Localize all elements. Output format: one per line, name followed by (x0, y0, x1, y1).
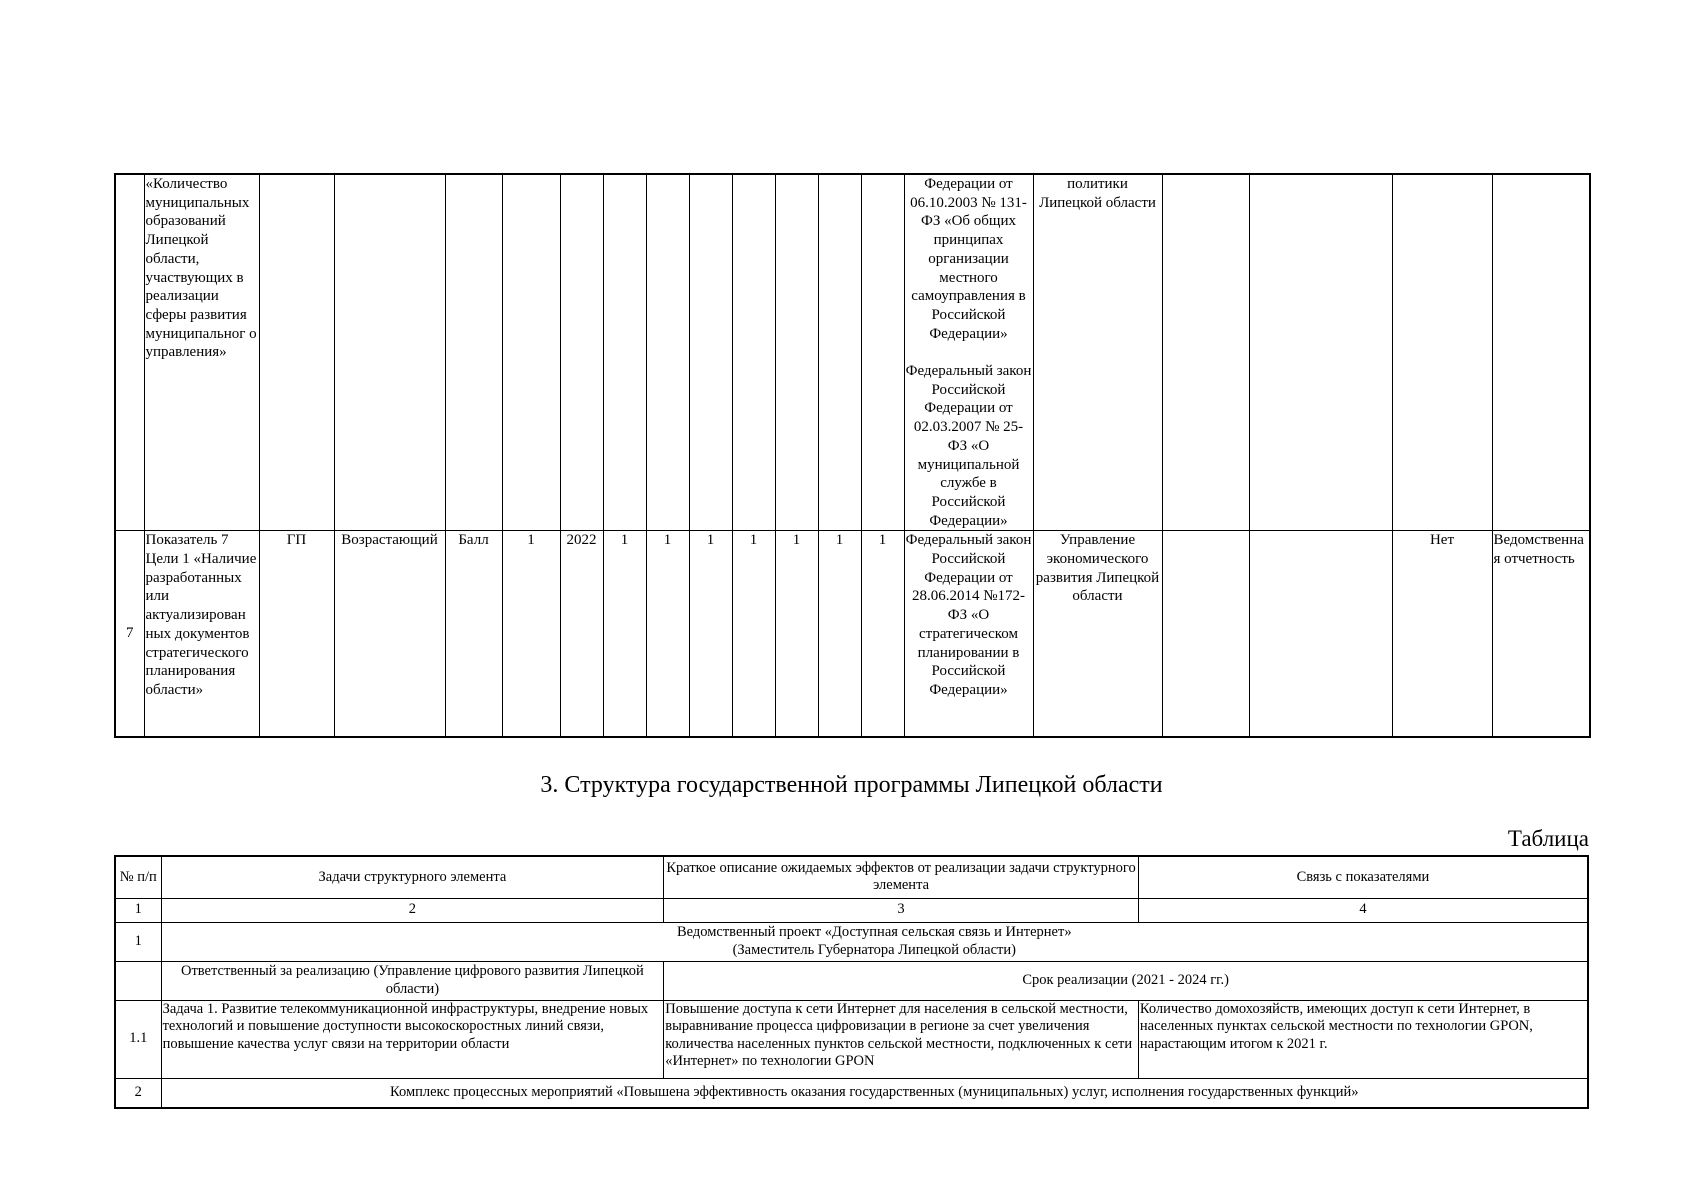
indicator-unit: Балл (445, 531, 502, 737)
year-value: 1 (775, 531, 818, 737)
table-row (115, 1078, 1588, 1108)
table-row (115, 531, 1590, 737)
indicator-level: ГП (259, 531, 334, 737)
indicators-table (114, 173, 1591, 738)
row-number: 1.1 (115, 1000, 161, 1078)
gis-flag: Нет (1392, 531, 1492, 737)
legal-basis: Федеральный закон Российской Федерации от 28.06.2014 №172-ФЗ «О стратегическом планировании в Российской Федерации» (904, 531, 1033, 737)
table-caption: Таблица (1507, 826, 1589, 851)
indicator-name: Показатель 7 Цели 1 «Наличие разработанных или актуализирован ных документов стратегического планирования области» (144, 531, 259, 737)
table-row (115, 174, 1590, 531)
col-number: 1 (115, 898, 161, 922)
row-number: 2 (115, 1078, 161, 1108)
effect-text: Повышение доступа к сети Интернет для населения в сельской местности, выравнивание процесса цифровизации в регионе за счет увеличения количества населенных пунктов сельской местности, подключенных к сети «Интернет» по технологии GPON (664, 1000, 1139, 1078)
base-year: 2022 (560, 531, 603, 737)
project-title: Ведомственный проект «Доступная сельская связь и Интернет» (Заместитель Губернатора Липецкой области) (161, 922, 1588, 961)
year-value: 1 (646, 531, 689, 737)
structure-table (114, 855, 1589, 1109)
row-number: 1 (115, 922, 161, 961)
header-tasks: Задачи структурного элемента (161, 856, 664, 898)
indicator-link: Количество домохозяйств, имеющих доступ к сети Интернет, в населенных пунктах сельской местности по технологии GPON, нарастающим итогом к 2021 г. (1138, 1000, 1588, 1078)
task-text: Задача 1. Развитие телекоммуникационной инфраструктуры, внедрение новых технологий и повышение доступности высокоскоростных линий связи, повышение качества услуг связи на территории области (161, 1000, 664, 1078)
year-value: 1 (818, 531, 861, 737)
row-number: 7 (115, 531, 144, 737)
complex-title: Комплекс процессных мероприятий «Повышена эффективность оказания государственных (муниципальных) услуг, исполнения государственных функций» (161, 1078, 1588, 1108)
column-numbers-row (115, 898, 1588, 922)
responsible-body: Управление экономического развития Липецкой области (1033, 531, 1162, 737)
header-row (115, 856, 1588, 898)
data-source: Ведомственная отчетность (1492, 531, 1590, 737)
table-row (115, 922, 1588, 961)
year-value: 1 (603, 531, 646, 737)
col-number: 4 (1138, 898, 1588, 922)
period-cell: Срок реализации (2021 - 2024 гг.) (664, 961, 1588, 1000)
col-number: 3 (664, 898, 1139, 922)
table-row (115, 1000, 1588, 1078)
responsible-cell: Ответственный за реализацию (Управление цифрового развития Липецкой области) (161, 961, 664, 1000)
indicator-name: «Количество муниципальных образований Липецкой области, участвующих в реализации сферы развития муниципальног о управления» (144, 174, 259, 531)
table-row (115, 961, 1588, 1000)
legal-basis: Федерации от 06.10.2003 № 131-ФЗ «Об общих принципах организации местного самоуправления в Российской Федерации» Федеральный закон Российской Федерации от 02.03.2007 № 25-ФЗ «О муниципальной службе в Российской Федерации» (904, 174, 1033, 531)
header-indicators: Связь с показателями (1138, 856, 1588, 898)
year-value: 1 (689, 531, 732, 737)
responsible-body: политики Липецкой области (1033, 174, 1162, 531)
base-value: 1 (502, 531, 560, 737)
header-num: № п/п (115, 856, 161, 898)
indicator-trend: Возрастающий (334, 531, 445, 737)
year-value: 1 (861, 531, 904, 737)
year-value: 1 (732, 531, 775, 737)
col-number: 2 (161, 898, 664, 922)
header-effects: Краткое описание ожидаемых эффектов от реализации задачи структурного элемента (664, 856, 1139, 898)
section-heading: 3. Структура государственной программы Липецкой области (540, 772, 1163, 798)
